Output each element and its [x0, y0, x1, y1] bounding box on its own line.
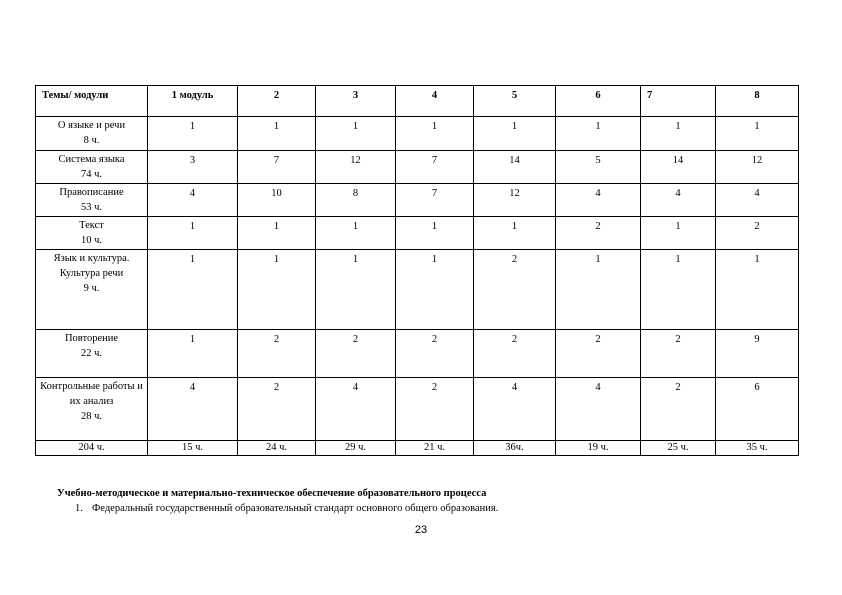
list-item-number: 1. — [75, 503, 83, 514]
value-cell: 2 — [238, 330, 316, 378]
value-cell: 2 — [474, 330, 556, 378]
value-cell: 1 — [556, 117, 641, 151]
value-cell: 4 — [556, 378, 641, 441]
value-cell: 7 — [238, 151, 316, 184]
value-cell: 3 — [148, 151, 238, 184]
value-cell: 4 — [148, 184, 238, 217]
value-cell: 4 — [148, 378, 238, 441]
value-cell: 4 — [556, 184, 641, 217]
topic-cell — [36, 184, 148, 217]
topic-cell — [36, 217, 148, 250]
value-cell: 2 — [396, 330, 474, 378]
value-cell: 1 — [238, 217, 316, 250]
value-cell: 7 — [396, 184, 474, 217]
value-cell: 1 — [238, 250, 316, 330]
value-cell: 1 — [556, 250, 641, 330]
value-cell: 4 — [474, 378, 556, 441]
topic-cell — [36, 151, 148, 184]
value-cell: 6 — [716, 378, 799, 441]
table-row — [36, 330, 799, 378]
header-module-7: 7 — [641, 86, 716, 117]
value-cell: 7 — [396, 151, 474, 184]
value-cell: 5 — [556, 151, 641, 184]
header-module-1: 1 модуль — [148, 86, 238, 117]
value-cell: 1 — [396, 250, 474, 330]
table-header-row — [36, 86, 799, 117]
value-cell: 4 — [316, 378, 396, 441]
topic-name: Текст — [79, 220, 104, 231]
value-cell: 2 — [716, 217, 799, 250]
value-cell: 1 — [396, 117, 474, 151]
list-item-text: Федеральный государственный образовательный стандарт основного общего образования. — [92, 503, 499, 514]
topic-hours: 28 ч. — [80, 411, 103, 422]
total-cell: 36ч. — [474, 441, 556, 456]
value-cell: 1 — [641, 117, 716, 151]
total-cell: 35 ч. — [716, 441, 799, 456]
resource-list — [75, 503, 498, 514]
total-cell: 204 ч. — [36, 441, 148, 456]
total-cell: 21 ч. — [396, 441, 474, 456]
value-cell: 10 — [238, 184, 316, 217]
value-cell: 1 — [641, 250, 716, 330]
header-topics: Темы/ модули — [36, 86, 148, 117]
value-cell: 9 — [716, 330, 799, 378]
table-row — [36, 184, 799, 217]
topic-cell — [36, 117, 148, 151]
table-row — [36, 217, 799, 250]
value-cell: 2 — [396, 378, 474, 441]
value-cell: 1 — [474, 117, 556, 151]
table-row — [36, 250, 799, 330]
value-cell: 4 — [641, 184, 716, 217]
header-module-5: 5 — [474, 86, 556, 117]
table-row — [36, 117, 799, 151]
topic-cell — [36, 330, 148, 378]
topic-hours: 8 ч. — [83, 135, 100, 146]
value-cell: 14 — [474, 151, 556, 184]
page-number: 23 — [414, 524, 428, 536]
value-cell: 12 — [474, 184, 556, 217]
topic-hours: 9 ч. — [83, 283, 100, 294]
topic-name: Контрольные работы и их анализ — [40, 381, 143, 407]
value-cell: 2 — [316, 330, 396, 378]
topic-name: Язык и культура. Культура речи — [53, 253, 130, 279]
total-cell: 25 ч. — [641, 441, 716, 456]
section-title: Учебно-методическое и материально-техническое обеспечение образовательного процесса — [57, 488, 487, 499]
topic-hours: 53 ч. — [80, 202, 103, 213]
value-cell: 1 — [316, 117, 396, 151]
total-cell: 29 ч. — [316, 441, 396, 456]
header-module-8: 8 — [716, 86, 799, 117]
value-cell: 8 — [316, 184, 396, 217]
header-module-4: 4 — [396, 86, 474, 117]
total-cell: 15 ч. — [148, 441, 238, 456]
value-cell: 1 — [148, 250, 238, 330]
value-cell: 2 — [238, 378, 316, 441]
value-cell: 2 — [641, 378, 716, 441]
value-cell: 12 — [316, 151, 396, 184]
topic-hours: 10 ч. — [80, 235, 103, 246]
value-cell: 1 — [316, 250, 396, 330]
topic-cell — [36, 378, 148, 441]
value-cell: 2 — [556, 217, 641, 250]
value-cell: 1 — [316, 217, 396, 250]
value-cell: 1 — [148, 117, 238, 151]
value-cell: 1 — [148, 217, 238, 250]
topic-name: Правописание — [59, 187, 124, 198]
table-row — [36, 151, 799, 184]
total-cell: 24 ч. — [238, 441, 316, 456]
schedule-table — [35, 85, 799, 456]
topic-hours: 22 ч. — [80, 348, 103, 359]
value-cell: 1 — [716, 250, 799, 330]
total-cell: 19 ч. — [556, 441, 641, 456]
table-row — [36, 378, 799, 441]
value-cell: 2 — [474, 250, 556, 330]
value-cell: 2 — [641, 330, 716, 378]
value-cell: 4 — [716, 184, 799, 217]
value-cell: 12 — [716, 151, 799, 184]
topic-name: О языке и речи — [57, 120, 126, 131]
totals-row — [36, 441, 799, 456]
list-item — [75, 503, 498, 514]
header-module-2: 2 — [238, 86, 316, 117]
value-cell: 1 — [641, 217, 716, 250]
value-cell: 2 — [556, 330, 641, 378]
topic-name: Повторение — [64, 333, 119, 344]
value-cell: 1 — [396, 217, 474, 250]
value-cell: 1 — [716, 117, 799, 151]
value-cell: 1 — [474, 217, 556, 250]
value-cell: 14 — [641, 151, 716, 184]
topic-hours: 74 ч. — [80, 169, 103, 180]
value-cell: 1 — [148, 330, 238, 378]
header-module-6: 6 — [556, 86, 641, 117]
header-module-3: 3 — [316, 86, 396, 117]
value-cell: 1 — [238, 117, 316, 151]
topic-cell — [36, 250, 148, 330]
topic-name: Система языка — [58, 154, 125, 165]
